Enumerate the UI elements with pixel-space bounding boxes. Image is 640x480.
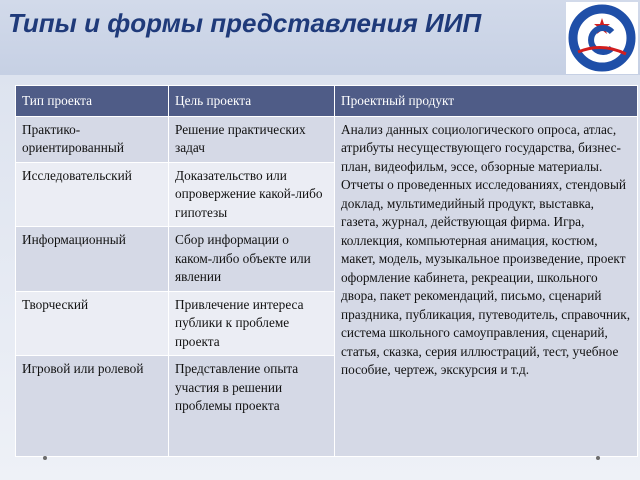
project-product-cell: Анализ данных социологического опроса, атлас, атрибуты несуществующего государства, бизнес-план, видеофильм, эссе, обзорные материалы. Отчеты о проведенных исследованиях, стендовый доклад, мультимедийный продукт, выставка, газета, журнал, действующая фирма. Игра, коллекция, компьютерная анимация, костюм, макет, модель, музыкальное произведение, проект оформление кабинета, рекреации, школьного двора, пакет рекомендаций, письмо, сценарий праздника, публикация, путеводитель, справочник, система школьного самоуправления, сценарий, статья, сказка, серия иллюстраций, тест, учебное пособие, чертеж, экскурсия и т.д. (335, 116, 638, 457)
header-bar (0, 0, 640, 75)
project-goal-cell: Доказательство или опровержение какой-либо гипотезы (169, 162, 335, 227)
footer-dot (43, 456, 47, 460)
project-goal-cell: Представление опыта участия в решении проблемы проекта (169, 356, 335, 457)
project-type-cell: Творческий (16, 291, 169, 356)
page-title: Типы и формы представления ИИП (8, 8, 482, 38)
column-header: Тип проекта (16, 86, 169, 117)
project-type-cell: Игровой или ролевой (16, 356, 169, 457)
project-types-table (15, 85, 638, 457)
project-goal-cell: Решение практических задач (169, 116, 335, 162)
footer-dot (596, 456, 600, 460)
project-type-cell: Практико-ориентированный (16, 116, 169, 162)
project-goal-cell: Сбор информации о каком-либо объекте или явлении (169, 227, 335, 292)
project-type-cell: Информационный (16, 227, 169, 292)
logo-icon (566, 2, 638, 74)
column-header: Цель проекта (169, 86, 335, 117)
table-row (16, 116, 638, 162)
project-type-cell: Исследовательский (16, 162, 169, 227)
project-goal-cell: Привлечение интереса публики к проблеме проекта (169, 291, 335, 356)
table-header-row (16, 86, 638, 117)
column-header: Проектный продукт (335, 86, 638, 117)
